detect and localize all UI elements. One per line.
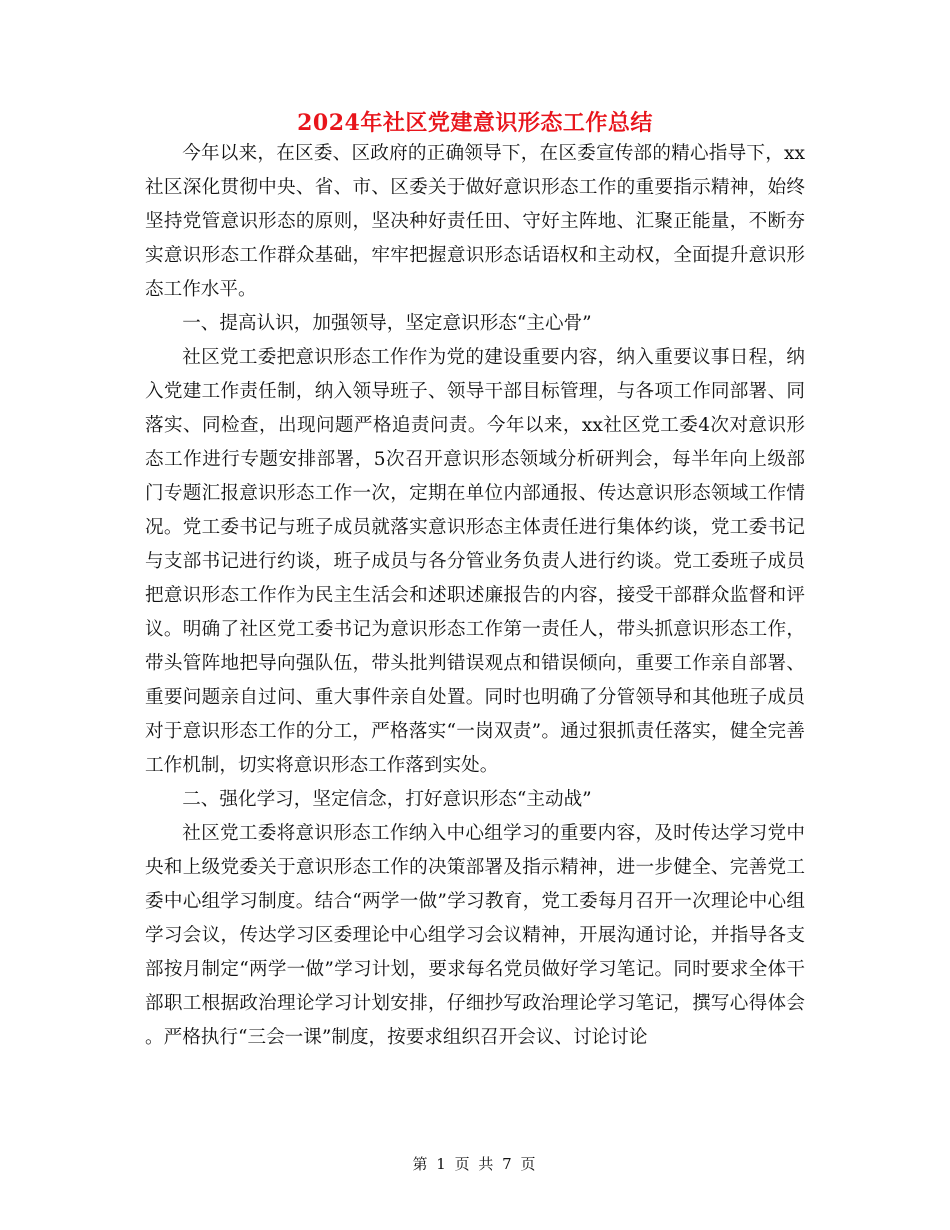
section-heading-1: 一、提高认识，加强领导，坚定意识形态“主心骨” [182,313,592,334]
intro-paragraph: 今年以来，在区委、区政府的正确领导下，在区委宣传部的精心指导下，xx社区深化贯彻中央、省、市、区委关于做好意识形态工作的重要指示精神，始终坚持党管意识形态的原则，坚决种好责任田、守好主阵地、汇聚正能量，不断夯实意识形态工作群众基础，牢牢把握意识形态话语权和主动权，全面提升意识形态工作水平。 [145,143,805,300]
section-heading-2: 二、强化学习，坚定信念，打好意识形态“主动战” [182,789,592,810]
document-body [145,137,805,1055]
section-1-paragraph: 社区党工委把意识形态工作作为党的建设重要内容，纳入重要议事日程，纳入党建工作责任制，纳入领导班子、领导干部目标管理，与各项工作同部署、同落实、同检查，出现问题严格追责问责。今年以来，xx社区党工委4次对意识形态工作进行专题安排部署，5次召开意识形态领域分析研判会，每半年向上级部门专题汇报意识形态工作一次，定期在单位内部通报、传达意识形态领域工作情况。党工委书记与班子成员就落实意识形态主体责任进行集体约谈，党工委书记与支部书记进行约谈，班子成员与各分管业务负责人进行约谈。党工委班子成员把意识形态工作作为民主生活会和述职述廉报告的内容，接受干部群众监督和评议。明确了社区党工委书记为意识形态工作第一责任人，带头抓意识形态工作，带头管阵地把导向强队伍，带头批判错误观点和错误倾向，重要工作亲自部署、重要问题亲自过问、重大事件亲自处置。同时也明确了分管领导和其他班子成员对于意识形态工作的分工，严格落实“一岗双责”。通过狠抓责任落实，健全完善工作机制，切实将意识形态工作落到实处。 [145,347,805,776]
page-footer: 第 1 页 共 7 页 [412,1155,538,1173]
document-title: 2024年社区党建意识形态工作总结 [297,110,653,136]
section-2-paragraph: 社区党工委将意识形态工作纳入中心组学习的重要内容，及时传达学习党中央和上级党委关于意识形态工作的决策部署及指示精神，进一步健全、完善党工委中心组学习制度。结合“两学一做”学习教育，党工委每月召开一次理论中心组学习会议，传达学习区委理论中心组学习会议精神，开展沟通讨论，并指导各支部按月制定“两学一做”学习计划，要求每名党员做好学习笔记。同时要求全体干部职工根据政治理论学习计划安排，仔细抄写政治理论学习笔记，撰写心得体会。严格执行“三会一课”制度，按要求组织召开会议、讨论讨论 [145,823,805,1048]
